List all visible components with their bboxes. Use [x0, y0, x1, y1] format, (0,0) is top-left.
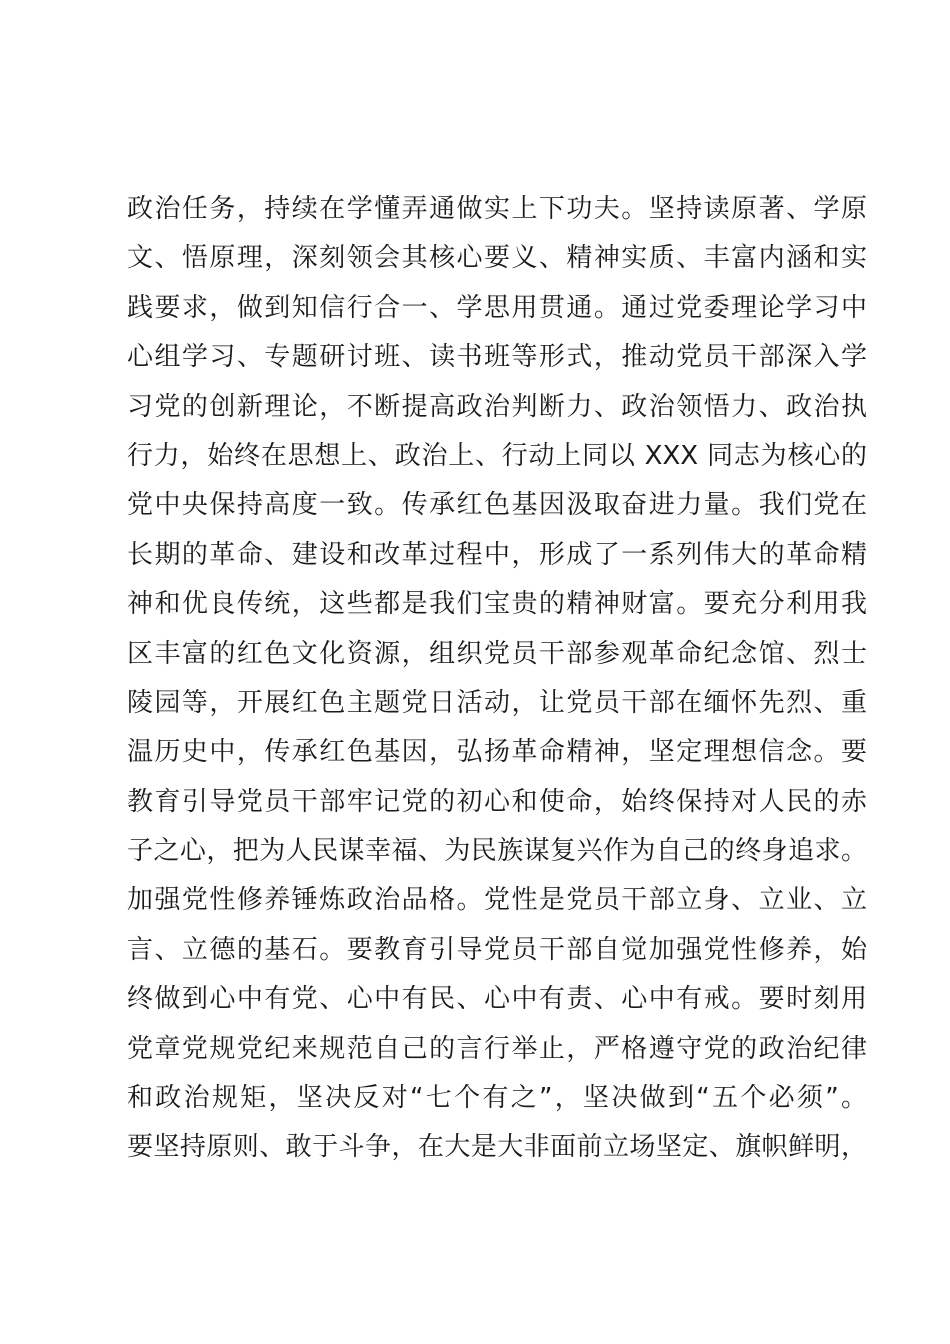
text-line: 子之心，把为人民谋幸福、为民族谋复兴作为自己的终身追求。 — [127, 836, 867, 867]
text-line: 党章党规党纪来规范自己的言行举止，严格遵守党的政治纪律 — [127, 1033, 867, 1064]
body-paragraph — [127, 185, 867, 1173]
text-line: 温历史中，传承红色基因，弘扬革命精神，坚定理想信念。要 — [127, 737, 867, 768]
text-line: 和政治规矩，坚决反对“七个有之”，坚决做到“五个必须”。 — [127, 1083, 867, 1114]
text-line: 行力，始终在思想上、政治上、行动上同以 XXX 同志为核心的 — [127, 440, 867, 471]
text-line: 终做到心中有党、心中有民、心中有责、心中有戒。要时刻用 — [127, 984, 867, 1015]
text-line: 神和优良传统，这些都是我们宝贵的精神财富。要充分利用我 — [127, 589, 867, 620]
text-line: 陵园等，开展红色主题党日活动，让党员干部在缅怀先烈、重 — [127, 687, 867, 718]
text-line: 心组学习、专题研讨班、读书班等形式，推动党员干部深入学 — [127, 342, 867, 373]
text-line: 区丰富的红色文化资源，组织党员干部参观革命纪念馆、烈士 — [127, 638, 867, 669]
text-line: 政治任务，持续在学懂弄通做实上下功夫。坚持读原著、学原 — [127, 194, 867, 224]
text-line: 文、悟原理，深刻领会其核心要义、精神实质、丰富内涵和实 — [127, 243, 867, 274]
text-line: 习党的创新理论，不断提高政治判断力、政治领悟力、政治执 — [127, 391, 867, 422]
text-line: 要坚持原则、敢于斗争，在大是大非面前立场坚定、旗帜鲜明， — [127, 1132, 867, 1163]
text-line: 加强党性修养锤炼政治品格。党性是党员干部立身、立业、立 — [127, 885, 867, 916]
text-line: 长期的革命、建设和改革过程中，形成了一系列伟大的革命精 — [127, 539, 867, 570]
text-line: 言、立德的基石。要教育引导党员干部自觉加强党性修养，始 — [127, 934, 867, 965]
text-line: 党中央保持高度一致。传承红色基因汲取奋进力量。我们党在 — [127, 490, 867, 521]
text-line: 践要求，做到知信行合一、学思用贯通。通过党委理论学习中 — [127, 292, 867, 323]
text-line: 教育引导党员干部牢记党的初心和使命，始终保持对人民的赤 — [127, 786, 867, 817]
